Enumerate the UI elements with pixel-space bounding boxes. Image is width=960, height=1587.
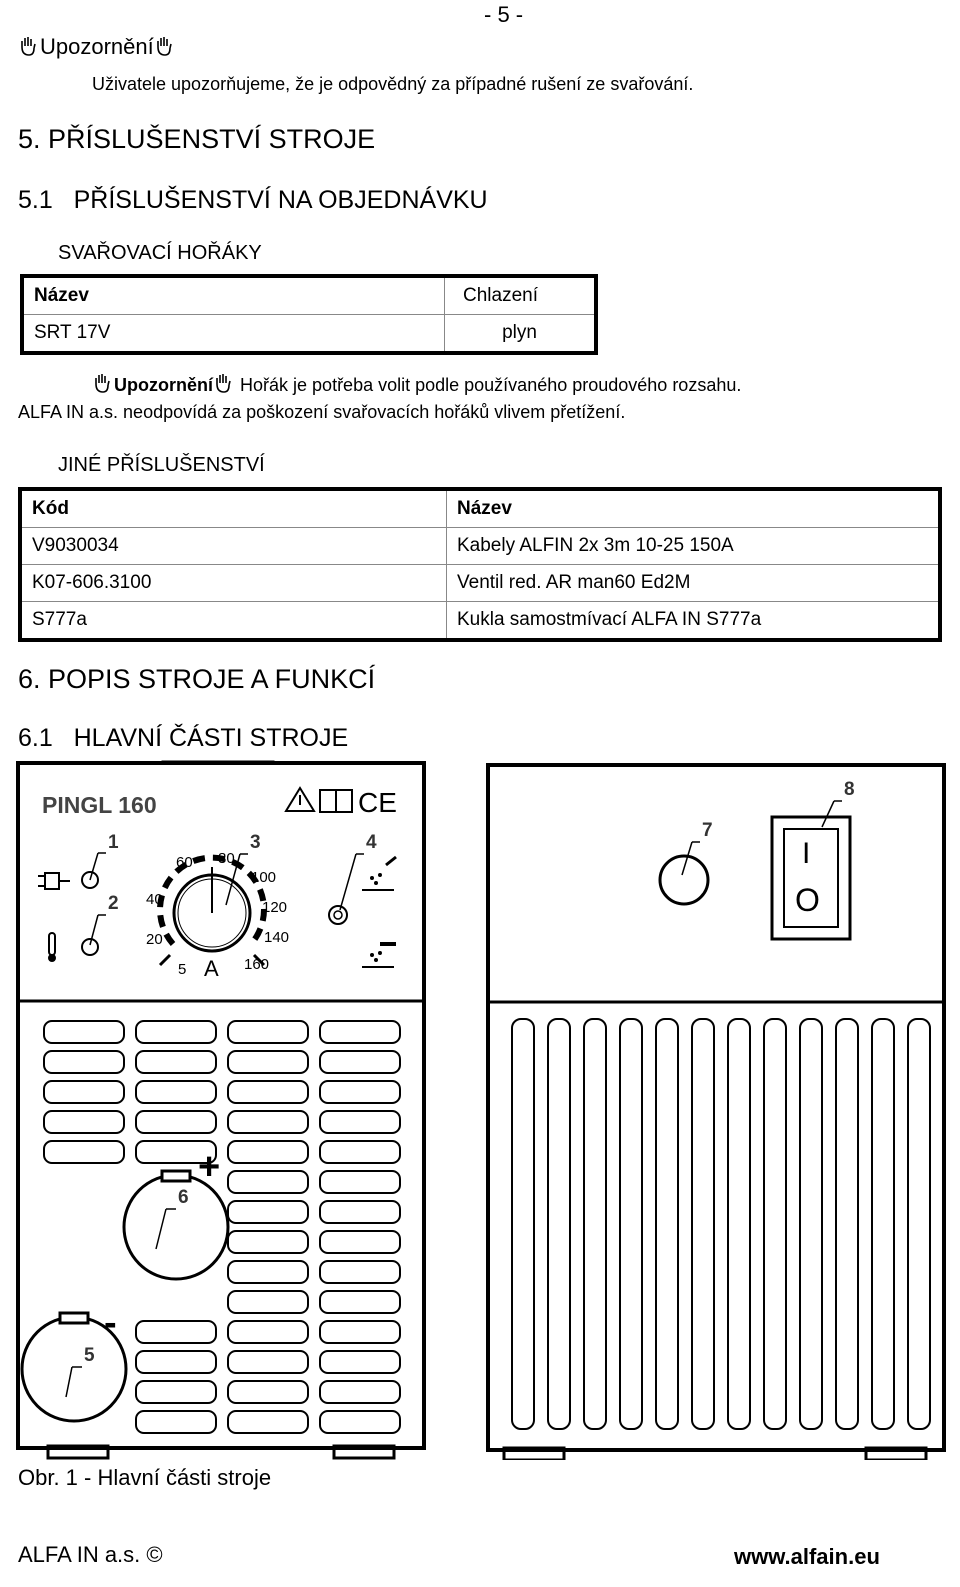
machine-figure — [0, 755, 960, 1460]
ce-mark-icon: CE — [358, 787, 397, 818]
model-name: PINGL 160 — [42, 792, 157, 818]
callout-5: 5 — [84, 1345, 95, 1366]
table-cell: S777a — [20, 602, 447, 641]
figure-caption: Obr. 1 - Hlavní části stroje — [18, 1465, 272, 1490]
dial-label: 80 — [218, 850, 235, 867]
dial-label: 100 — [251, 869, 277, 886]
footer-website[interactable]: www.alfain.eu — [734, 1544, 880, 1569]
warning-title-text: Upozornění — [40, 34, 154, 59]
dial-label: 120 — [262, 899, 288, 916]
other-accessories-table — [18, 487, 942, 642]
warning-2-label: Upozornění — [114, 375, 213, 395]
table-row — [20, 528, 940, 565]
section-5-1-title: 5.1 PŘÍSLUŠENSTVÍ NA OBJEDNÁVKU — [18, 186, 488, 214]
warning-title — [18, 34, 176, 60]
table-cell: Kukla samostmívací ALFA IN S777a — [447, 602, 941, 641]
hand-icon — [18, 35, 40, 57]
rear-panel — [488, 765, 944, 1460]
warning-2 — [92, 372, 741, 396]
callout-4: 4 — [366, 832, 377, 853]
table-row — [22, 315, 596, 354]
dial-label: 160 — [244, 956, 270, 973]
section-6-1-title: 6.1 HLAVNÍ ČÁSTI STROJE — [18, 724, 349, 752]
warning-2-text: Hořák je potřeba volit podle používaného proudového rozsahu. — [240, 375, 742, 395]
torches-heading: SVAŘOVACÍ HOŘÁKY — [58, 242, 262, 264]
section-6-title: 6. POPIS STROJE A FUNKCÍ — [18, 664, 376, 694]
callout-1: 1 — [108, 832, 119, 853]
table-cell: Kabely ALFIN 2x 3m 10-25 150A — [447, 528, 941, 565]
table-cell: V9030034 — [20, 528, 447, 565]
table-header-row — [22, 276, 596, 315]
dial-label: 140 — [264, 929, 290, 946]
dial-label: 20 — [146, 931, 163, 948]
table-row — [20, 565, 940, 602]
front-panel — [18, 762, 424, 1458]
table-header-cell: Název — [22, 276, 445, 315]
footer-company: ALFA IN a.s. © — [18, 1542, 163, 1567]
hand-icon — [213, 372, 235, 394]
table-row — [20, 602, 940, 641]
other-accessories-heading: JINÉ PŘÍSLUŠENSTVÍ — [58, 454, 265, 476]
warning-2-text-line2: ALFA IN a.s. neodpovídá za poškození svařovacích hořáků vlivem přetížení. — [18, 402, 626, 422]
hand-icon — [92, 372, 114, 394]
table-header-cell: Název — [447, 489, 941, 528]
table-cell: plyn — [445, 315, 597, 354]
dial-label: 5 — [178, 961, 187, 978]
plus-sign: + — [198, 1146, 221, 1188]
torches-table — [20, 274, 598, 355]
page-number: - 5 - — [484, 2, 524, 27]
dial-unit: A — [204, 956, 219, 981]
switch-on-label: I — [802, 837, 811, 870]
table-cell: K07-606.3100 — [20, 565, 447, 602]
dial-label: 60 — [176, 854, 193, 871]
callout-8: 8 — [844, 779, 855, 800]
callout-2: 2 — [108, 893, 119, 914]
warning-text: Uživatele upozorňujeme, že je odpovědný za případné rušení ze svařování. — [92, 74, 694, 94]
callout-3: 3 — [250, 832, 261, 853]
section-5-title: 5. PŘÍSLUŠENSTVÍ STROJE — [18, 124, 376, 154]
table-header-cell: Kód — [20, 489, 447, 528]
table-header-row — [20, 489, 940, 528]
table-cell: Ventil red. AR man60 Ed2M — [447, 565, 941, 602]
dial-label: 40 — [146, 891, 163, 908]
minus-sign: - — [104, 1302, 117, 1344]
table-header-cell: Chlazení — [445, 276, 597, 315]
switch-off-label: O — [795, 882, 820, 918]
callout-7: 7 — [702, 820, 713, 841]
hand-icon — [154, 35, 176, 57]
callout-6: 6 — [178, 1187, 189, 1208]
table-cell: SRT 17V — [22, 315, 445, 354]
